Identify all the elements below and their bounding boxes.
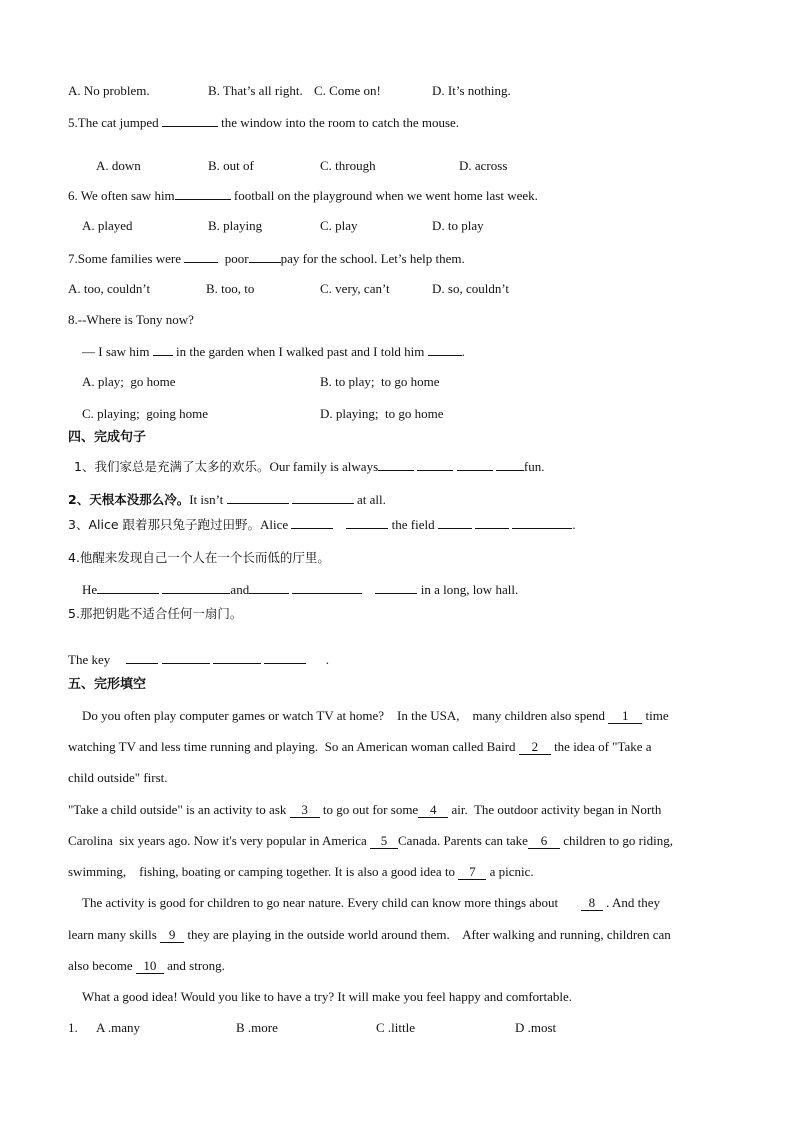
section4-title: 四、完成句子 xyxy=(68,430,147,445)
s4-blank-4[interactable] xyxy=(292,580,362,594)
q6-option-d: D. to play xyxy=(432,218,484,233)
s5-blank-2[interactable] xyxy=(162,650,210,664)
section4-sentence-1 xyxy=(74,457,544,476)
cloze-line-4 xyxy=(68,801,661,819)
s3-mid: the field xyxy=(388,517,438,532)
q4-option-b: B. That’s all right. xyxy=(208,83,303,98)
cloze-text: to go out for some xyxy=(319,802,419,817)
q5-option-c: C. through xyxy=(320,158,376,173)
q7-stem-start: 7.Some families were xyxy=(68,251,185,266)
cloze-line-7 xyxy=(82,894,660,912)
cloze-text: Do you often play computer games or watch TV at home? In the USA, many children also spend xyxy=(82,708,609,723)
cloze-text: learn many skills xyxy=(68,927,161,942)
s5-end: . xyxy=(325,652,329,667)
cloze-q1-option-b: B .more xyxy=(236,1020,278,1035)
cloze-text: and strong. xyxy=(163,958,225,973)
q8-blank-2[interactable] xyxy=(428,342,462,356)
cloze-line-6 xyxy=(68,863,534,881)
s5-blank-1[interactable] xyxy=(126,650,158,664)
cloze-blank-1[interactable]: 1 xyxy=(608,709,642,724)
cloze-blank-2[interactable]: 2 xyxy=(519,740,551,755)
cloze-text: a picnic. xyxy=(486,864,534,879)
s5-chinese: 5.那把钥匙不适合任何一扇门。 xyxy=(68,606,243,621)
q7-option-a: A. too, couldn’t xyxy=(68,281,151,296)
cloze-blank-3[interactable]: 3 xyxy=(290,803,320,818)
q8-reply xyxy=(82,342,465,361)
cloze-blank-10[interactable]: 10 xyxy=(136,959,164,974)
s1-blank-3[interactable] xyxy=(457,457,493,471)
s3-blank-2[interactable] xyxy=(346,515,388,529)
cloze-q1-number: 1. xyxy=(68,1020,78,1035)
s2-english: It isn’t xyxy=(189,492,227,507)
q7-blank-1[interactable] xyxy=(184,249,218,263)
cloze-q1-option-c: C .little xyxy=(376,1020,415,1035)
q6-option-c: C. play xyxy=(320,218,358,233)
s1-chinese: 1、我们家总是充满了太多的欢乐。 xyxy=(74,459,270,474)
cloze-blank-8[interactable]: 8 xyxy=(581,896,603,911)
section4-sentence-3 xyxy=(68,515,576,534)
s3-end: . xyxy=(572,517,576,532)
s4-end: in a long, low hall. xyxy=(417,582,519,597)
cloze-line-3: child outside" first. xyxy=(68,770,168,785)
cloze-text: Canada. Parents can take xyxy=(398,833,528,848)
q6-stem-start: 6. We often saw him xyxy=(68,188,175,203)
s4-blank-2[interactable] xyxy=(162,580,230,594)
s5-start: The key xyxy=(68,652,111,667)
cloze-blank-7[interactable]: 7 xyxy=(458,865,486,880)
q5-option-b: B. out of xyxy=(208,158,254,173)
s4-and: and xyxy=(230,582,250,597)
s1-end: fun. xyxy=(523,459,545,474)
q7-stem-mid: poor xyxy=(218,251,249,266)
s4-blank-5[interactable] xyxy=(375,580,417,594)
cloze-text: air. The outdoor activity began in North xyxy=(448,802,662,817)
q7-stem-end: pay for the school. Let’s help them. xyxy=(280,251,465,266)
cloze-line-9 xyxy=(68,957,225,975)
s1-english: Our family is always xyxy=(269,459,379,474)
q8-stem: 8.--Where is Tony now? xyxy=(68,312,194,327)
q5-stem-start: 5.The cat jumped xyxy=(68,115,162,130)
s2-blank-1[interactable] xyxy=(227,490,289,504)
q8-option-c: C. playing; going home xyxy=(82,406,209,421)
q4-option-d: D. It’s nothing. xyxy=(432,83,511,98)
q7-option-d: D. so, couldn’t xyxy=(432,281,510,296)
s4-chinese: 4.他醒来发现自己一个人在一个长而低的厅里。 xyxy=(68,550,330,565)
s5-blank-3[interactable] xyxy=(213,650,261,664)
cloze-blank-6[interactable]: 6 xyxy=(528,834,560,849)
cloze-line-5 xyxy=(68,832,673,850)
q8-reply-mid: in the garden when I walked past and I told him xyxy=(172,344,428,359)
cloze-text: time xyxy=(642,708,669,723)
s2-end: at all. xyxy=(353,492,386,507)
q6-stem-end: football on the playground when we went home last week. xyxy=(230,188,538,203)
q8-reply-end: . xyxy=(461,344,465,359)
cloze-q1-option-a: A .many xyxy=(96,1020,141,1035)
q5-stem-end: the window into the room to catch the mouse. xyxy=(217,115,460,130)
q7-option-b: B. too, to xyxy=(206,281,255,296)
section5-title: 五、完形填空 xyxy=(68,677,147,692)
q6-option-a: A. played xyxy=(82,218,133,233)
q7-option-c: C. very, can’t xyxy=(320,281,390,296)
q4-option-a: A. No problem. xyxy=(68,83,150,98)
s3-blank-1[interactable] xyxy=(291,515,333,529)
q6-stem xyxy=(68,186,538,205)
cloze-line-1 xyxy=(82,707,669,725)
cloze-text: also become xyxy=(68,958,136,973)
cloze-text: children to go riding, xyxy=(559,833,673,848)
cloze-text: watching TV and less time running and playing. So an American woman called Baird xyxy=(68,739,519,754)
section4-sentence-4 xyxy=(82,580,518,599)
cloze-line-10: What a good idea! Would you like to have a try? It will make you feel happy and comfortable. xyxy=(82,989,573,1004)
s3-blank-3[interactable] xyxy=(438,515,472,529)
q6-blank[interactable] xyxy=(175,186,231,200)
s2-blank-2[interactable] xyxy=(292,490,354,504)
s5-blank-4[interactable] xyxy=(264,650,306,664)
s1-blank-4[interactable] xyxy=(496,457,524,471)
s3-english: Alice xyxy=(260,517,292,532)
section4-sentence-2 xyxy=(68,490,386,509)
cloze-blank-4[interactable]: 4 xyxy=(418,803,448,818)
cloze-text: swimming, fishing, boating or camping together. It is also a good idea to xyxy=(68,864,459,879)
q8-option-a: A. play; go home xyxy=(82,374,176,389)
q8-blank-1[interactable] xyxy=(153,342,173,356)
q5-stem xyxy=(68,113,459,132)
s4-blank-3[interactable] xyxy=(249,580,289,594)
cloze-text: "Take a child outside" is an activity to ask xyxy=(68,802,290,817)
cloze-q1-option-d: D .most xyxy=(515,1020,557,1035)
q7-stem xyxy=(68,249,465,268)
s2-chinese: 2、天根本没那么冷。 xyxy=(68,492,190,507)
cloze-text: . And they xyxy=(602,895,660,910)
q4-option-c: C. Come on! xyxy=(314,83,381,98)
cloze-blank-5[interactable]: 5 xyxy=(370,834,398,849)
cloze-blank-9[interactable]: 9 xyxy=(160,928,184,943)
s1-blank-2[interactable] xyxy=(417,457,453,471)
s1-blank-1[interactable] xyxy=(378,457,414,471)
q5-option-a: A. down xyxy=(96,158,141,173)
q8-option-b: B. to play; to go home xyxy=(320,374,440,389)
q5-option-d: D. across xyxy=(459,158,508,173)
q5-blank[interactable] xyxy=(162,113,218,127)
q8-reply-start: — I saw him xyxy=(82,344,153,359)
cloze-line-8 xyxy=(68,926,671,944)
q7-blank-2[interactable] xyxy=(249,249,281,263)
q6-option-b: B. playing xyxy=(208,218,263,233)
cloze-text: Carolina six years ago. Now it's very popular in America xyxy=(68,833,370,848)
section4-sentence-5 xyxy=(68,650,329,669)
cloze-text: they are playing in the outside world around them. After walking and running, children can xyxy=(184,927,671,942)
q8-option-d: D. playing; to go home xyxy=(320,406,444,421)
s4-start: He xyxy=(82,582,98,597)
cloze-line-2 xyxy=(68,738,652,756)
s3-blank-5[interactable] xyxy=(512,515,572,529)
s3-blank-4[interactable] xyxy=(475,515,509,529)
s4-blank-1[interactable] xyxy=(97,580,159,594)
s3-chinese: 3、Alice 跟着那只兔子跑过田野。 xyxy=(68,517,260,532)
cloze-text: The activity is good for children to go near nature. Every child can know more things about xyxy=(82,895,562,910)
cloze-text: the idea of "Take a xyxy=(550,739,652,754)
